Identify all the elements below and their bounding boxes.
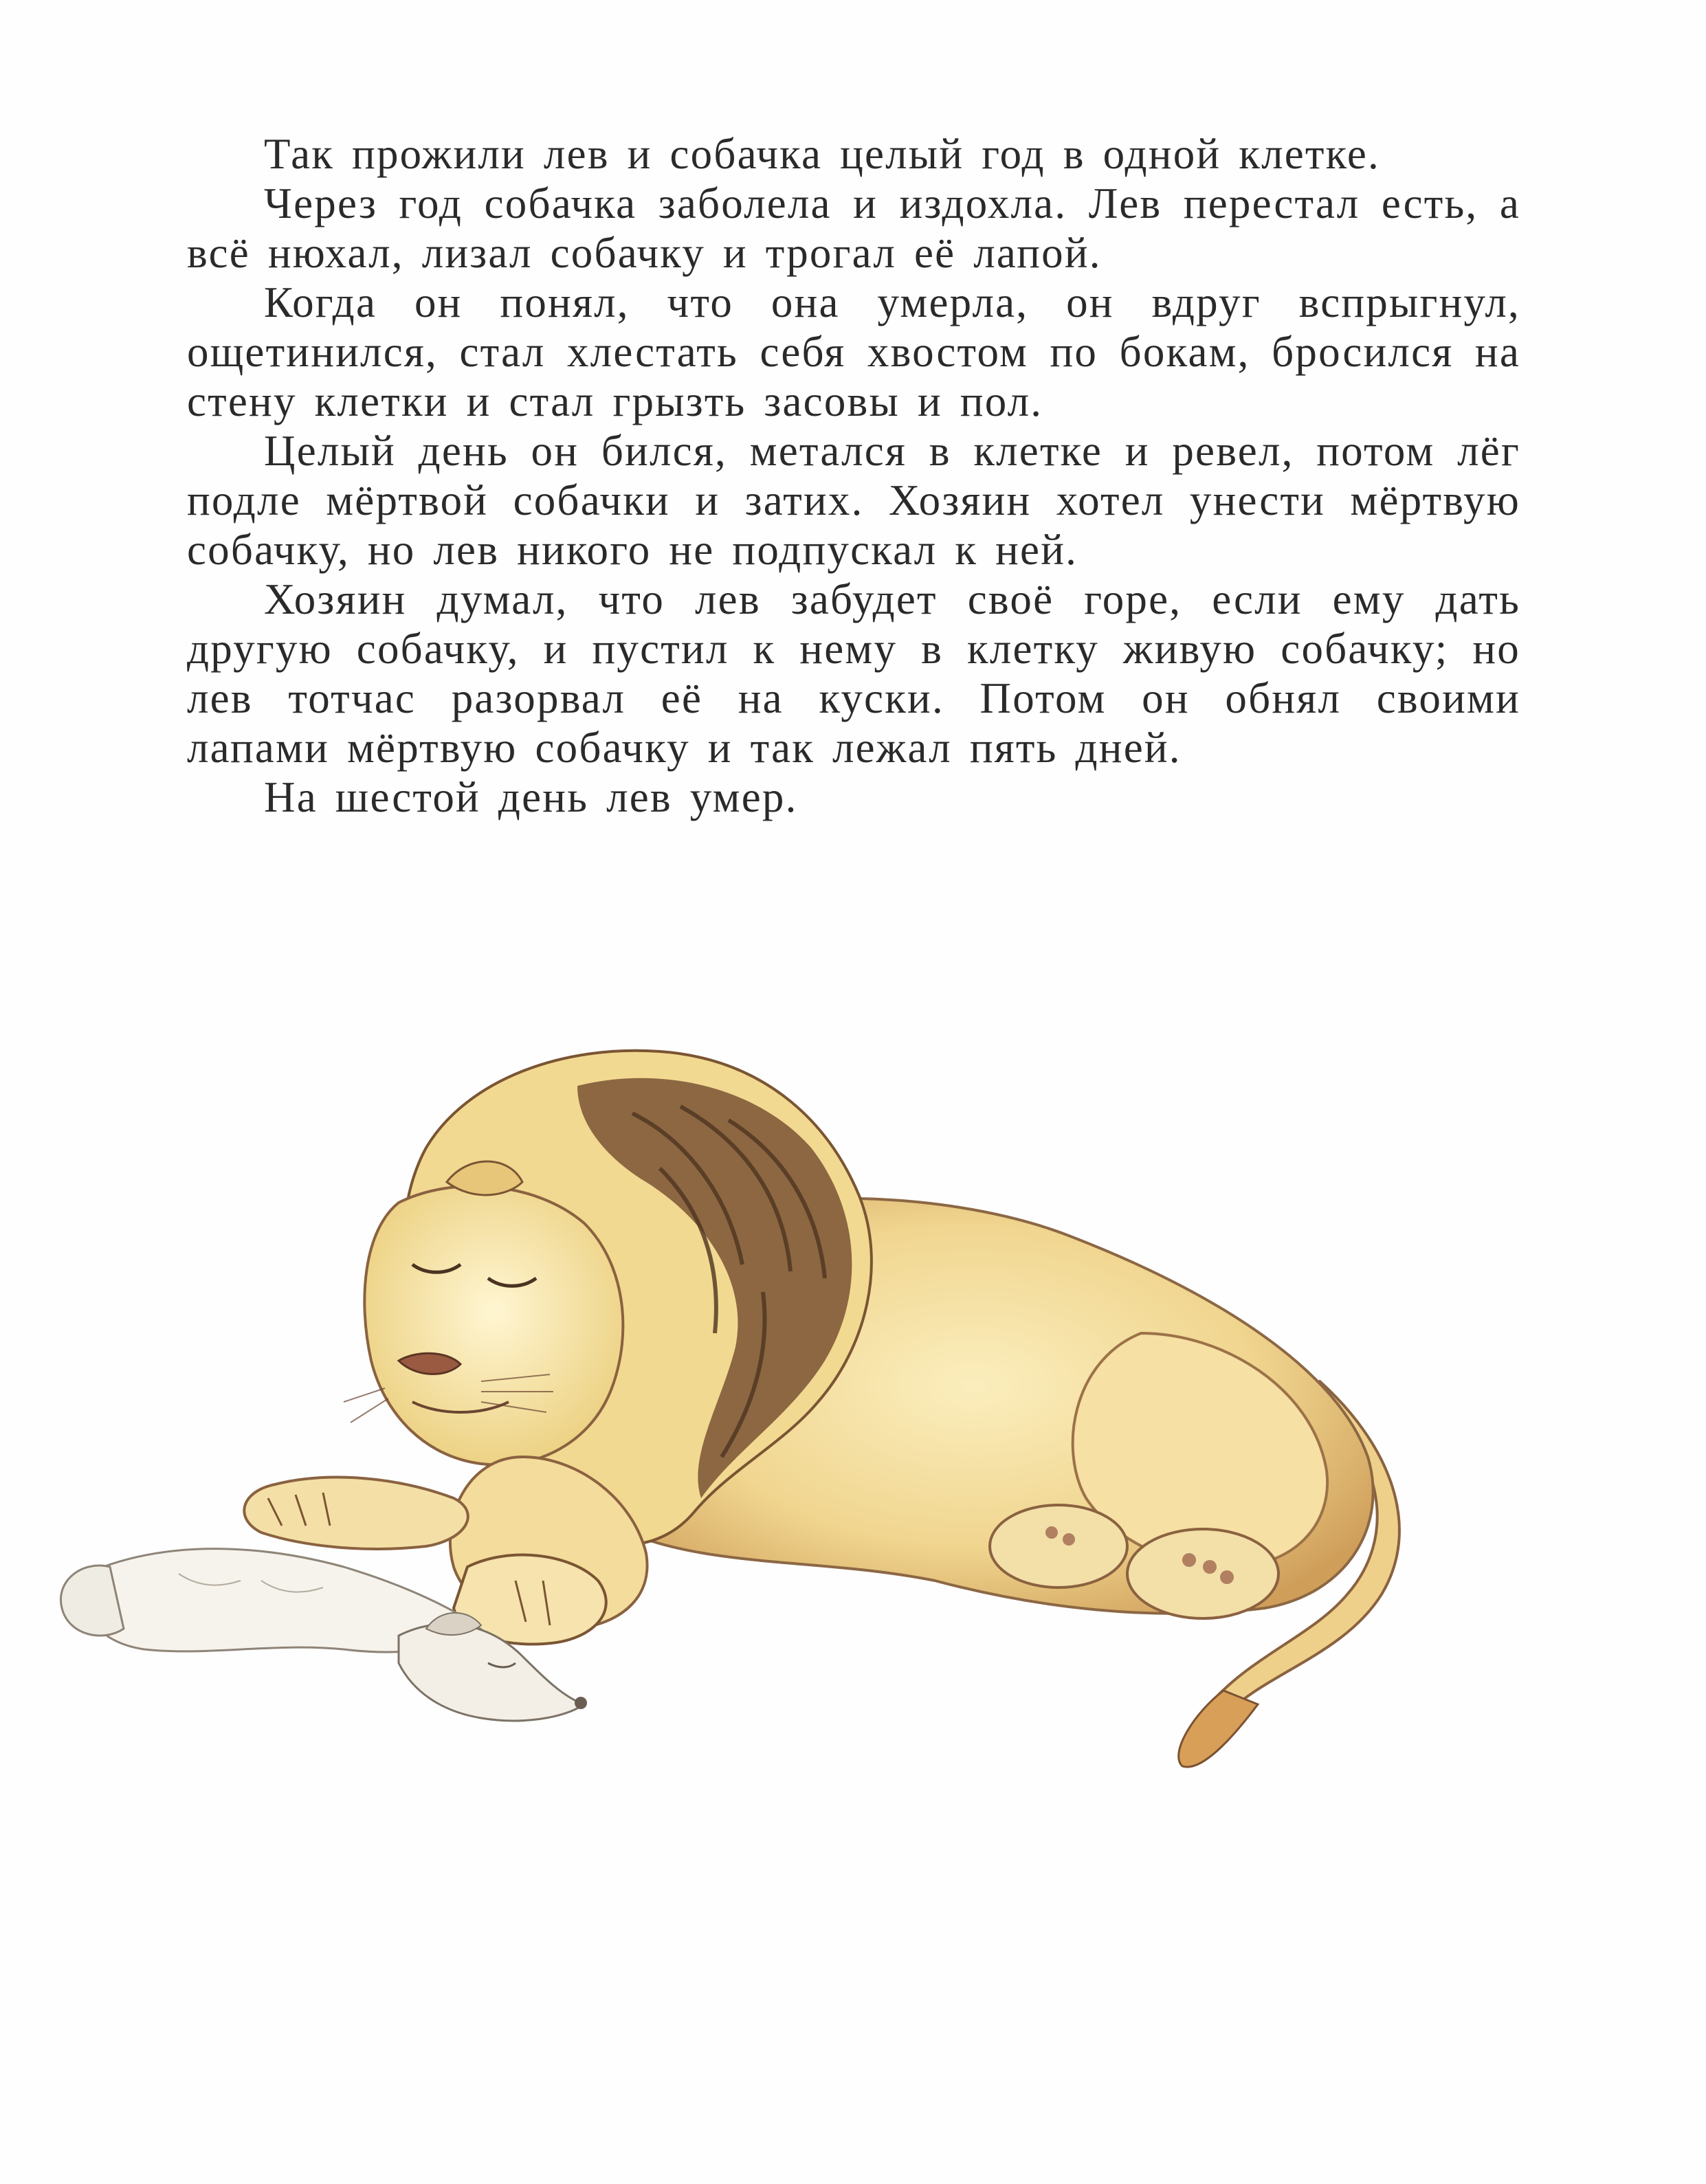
lion-hind-paw-right <box>1127 1529 1278 1618</box>
paragraph-1: Так прожили лев и собачка целый год в одной клетке. <box>264 130 1380 178</box>
paragraph-2: Через год собачка заболела и издохла. Лев перестал есть, а всё нюхал, лизал собачку и трогал её лапой. <box>187 179 1520 277</box>
lion-head <box>364 1186 623 1465</box>
paragraph-6: На шестой день лев умер. <box>264 773 798 821</box>
story-text <box>187 129 1520 822</box>
paragraph-5: Хозяин думал, что лев забудет своё горе, если ему дать другую собачку, и пустил к нему в клетку живую собачку; но лев тотчас разорвал её на куски. Потом он обнял своими лапами мёртвую собачку и так лежал пять дней. <box>187 575 1520 772</box>
lion-front-leg-2 <box>244 1478 467 1549</box>
paragraph-3: Когда он понял, что она умерла, он вдруг вспрыгнул, ощетинился, стал хлестать себя хвостом по бокам, бросился на стену клетки и стал грызть засовы и пол. <box>187 278 1520 425</box>
paragraph-4: Целый день он бился, метался в клетке и ревел, потом лёг подле мёртвой собачки и затих. Хозяин хотел унести мёртвую собачку, но лев никого не подпускал к ней. <box>187 427 1520 574</box>
dog-nose <box>575 1697 587 1709</box>
lion-and-dog-illustration <box>41 976 1540 1835</box>
lion-hind-paw-left <box>990 1505 1127 1587</box>
lion-tail-tuft <box>1179 1691 1258 1767</box>
